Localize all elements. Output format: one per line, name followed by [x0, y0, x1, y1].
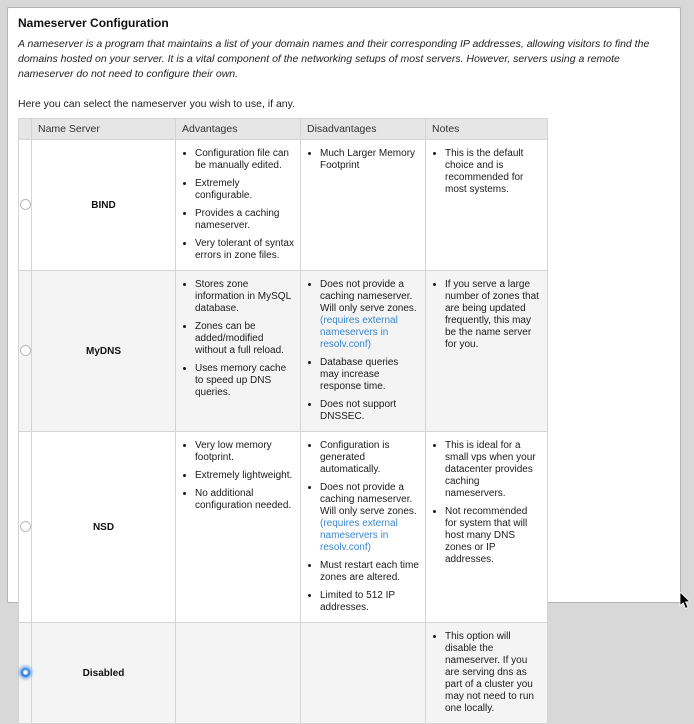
table-row: [19, 140, 548, 271]
list-item: • This option will disable the nameserver. If you are serving dns as part of a cluster you may not need to run one locally.: [445, 631, 541, 715]
instruction-text: Here you can select the nameserver you wish to use, if any.: [18, 98, 296, 110]
resolv-conf-link[interactable]: (requires external nameservers in resolv.conf): [320, 518, 398, 553]
notes-cell: [426, 140, 548, 271]
radio-cell: [19, 140, 32, 271]
advantages-list: [182, 148, 294, 262]
list-item: • If you serve a large number of zones that are being updated frequently, this may be the name server for you.: [445, 279, 541, 351]
disadvantages-list: [307, 279, 419, 423]
list-item: • Not recommended for system that will host many DNS zones or IP addresses.: [445, 506, 541, 566]
mouse-cursor: [679, 592, 691, 610]
list-item: • This is ideal for a small vps when your datacenter provides caching nameservers.: [445, 440, 541, 500]
radio-cell: [19, 623, 32, 724]
list-item: • Extremely lightweight.: [195, 470, 294, 482]
notes-list: [432, 148, 541, 196]
list-item: • Must restart each time zones are altered.: [320, 560, 419, 584]
radio-cell: [19, 271, 32, 432]
list-item: • Does not provide a caching nameserver. Will only serve zones. (requires external nameservers in resolv.conf): [320, 279, 419, 351]
list-item: • Database queries may increase response time.: [320, 357, 419, 393]
nameserver-name-bind: BIND: [32, 140, 176, 271]
disadvantages-list: [307, 440, 419, 614]
list-item: • Very low memory footprint.: [195, 440, 294, 464]
list-item: • Stores zone information in MySQL database.: [195, 279, 294, 315]
list-item: • Does not support DNSSEC.: [320, 399, 419, 423]
nameserver-radio-bind[interactable]: [20, 199, 31, 210]
advantages-cell: [176, 432, 301, 623]
list-item: • Configuration is generated automatically.: [320, 440, 419, 476]
disadvantages-column-header: Disadvantages: [301, 119, 426, 140]
list-item: • Zones can be added/modified without a full reload.: [195, 321, 294, 357]
table-header-row: [19, 119, 548, 140]
notes-cell: [426, 271, 548, 432]
advantages-list: [182, 440, 294, 512]
advantages-cell: [176, 623, 301, 724]
page-description: A nameserver is a program that maintains a list of your domain names and their corresponding IP addresses, allowing visitors to find the domains hosted on your server. It is a vital component of the networking setups of most servers. However, servers using a remote nameserver do not need to configure their own.: [18, 38, 650, 80]
nameserver-configuration-panel: [7, 7, 681, 714]
list-item: • Extremely configurable.: [195, 178, 294, 202]
notes-list: [432, 631, 541, 715]
list-item: • Provides a caching nameserver.: [195, 208, 294, 232]
notes-cell: [426, 432, 548, 623]
table-row: [19, 271, 548, 432]
nameserver-table: [18, 118, 548, 724]
table-row: [19, 432, 548, 623]
nameserver-table-body: [19, 140, 548, 724]
notes-list: [432, 279, 541, 351]
list-item: • This is the default choice and is recommended for most systems.: [445, 148, 541, 196]
advantages-cell: [176, 271, 301, 432]
notes-list: [432, 440, 541, 566]
list-item: • No additional configuration needed.: [195, 488, 294, 512]
nameserver-radio-nsd[interactable]: [20, 521, 31, 532]
table-row: [19, 623, 548, 724]
list-item: • Uses memory cache to speed up DNS queries.: [195, 363, 294, 399]
nameserver-name-nsd: NSD: [32, 432, 176, 623]
list-item: • Limited to 512 IP addresses.: [320, 590, 419, 614]
nameserver-radio-mydns[interactable]: [20, 345, 31, 356]
nameserver-name-disabled: Disabled: [32, 623, 176, 724]
radio-cell: [19, 432, 32, 623]
list-item: • Does not provide a caching nameserver. Will only serve zones. (requires external nameservers in resolv.conf): [320, 482, 419, 554]
notes-column-header: Notes: [426, 119, 548, 140]
advantages-column-header: Advantages: [176, 119, 301, 140]
name-server-column-header: Name Server: [32, 119, 176, 140]
disadvantages-cell: [301, 140, 426, 271]
radio-column-header: [19, 119, 32, 140]
nameserver-radio-disabled[interactable]: [20, 667, 31, 678]
disadvantages-list: [307, 148, 419, 172]
nameserver-name-mydns: MyDNS: [32, 271, 176, 432]
list-item: • Much Larger Memory Footprint: [320, 148, 419, 172]
advantages-cell: [176, 140, 301, 271]
advantages-list: [182, 279, 294, 399]
list-item: • Very tolerant of syntax errors in zone files.: [195, 238, 294, 262]
disadvantages-cell: [301, 271, 426, 432]
page-title: Nameserver Configuration: [18, 16, 169, 30]
disadvantages-cell: [301, 623, 426, 724]
disadvantages-cell: [301, 432, 426, 623]
notes-cell: [426, 623, 548, 724]
list-item: • Configuration file can be manually edited.: [195, 148, 294, 172]
resolv-conf-link[interactable]: (requires external nameservers in resolv.conf): [320, 315, 398, 350]
